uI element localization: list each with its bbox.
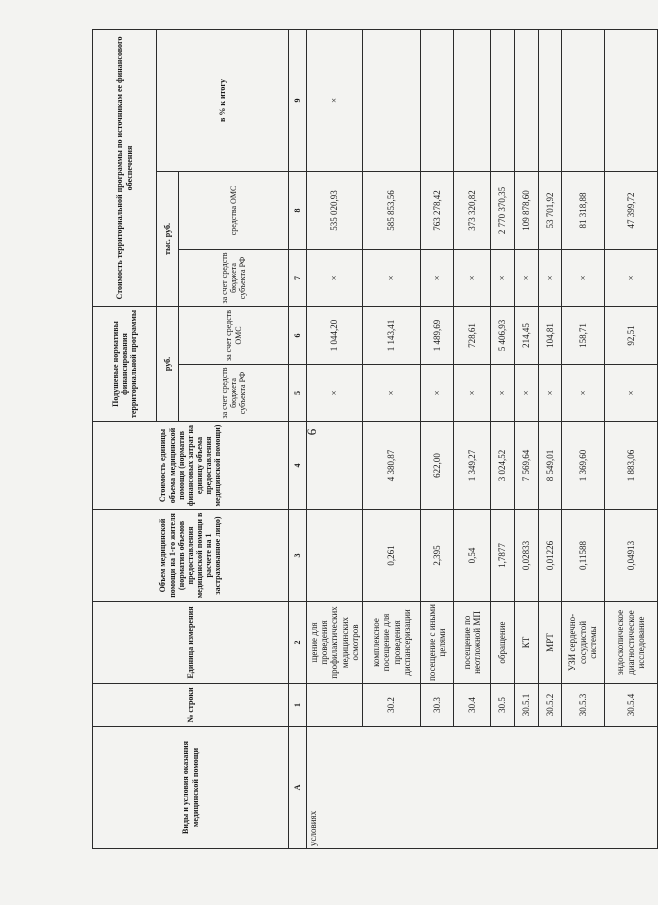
row-unit: эндоскопическое диагностическое исследование [605,602,658,684]
header-program-cost: Стоимость территориальной программы по источникам ее финансового обеспечения [93,29,157,306]
row-code: 30.5.4 [605,684,658,727]
row-cost-budget: × [562,250,605,307]
row-norm-oms: 1 489,69 [421,307,454,365]
row-code: 30.2 [363,684,421,727]
row-unit: УЗИ сердечно-сосудистой системы [562,602,605,684]
rotated-document [92,30,647,849]
header-per-capita-norms: Подушевые нормативы финансирования территориальной программы [93,307,157,422]
header-norm-oms: за счет средств ОМС [179,307,289,365]
row-norm-budget: × [307,365,363,422]
row-norm-oms: 1 044,20 [307,307,363,365]
index-cell: 7 [289,250,307,307]
row-norm-budget: × [605,365,658,422]
row-norm-budget: × [363,365,421,422]
row-cost-oms: 585 853,56 [363,172,421,250]
header-cost-unit: тыс. руб. [157,172,179,307]
row-cost: 7 569,64 [515,422,539,510]
page-number: 9 [304,428,320,436]
row-cost: 3 024,52 [491,422,515,510]
row-cost-oms: 47 399,72 [605,172,658,250]
row-percent [363,29,421,171]
table-row [307,29,363,848]
row-volume: 0,01226 [539,510,562,602]
row-code: 30.3 [421,684,454,727]
row-cost: 1 883,06 [605,422,658,510]
row-percent [562,29,605,171]
row-percent [515,29,539,171]
row-code: 30.4 [454,684,491,727]
row-unit: МРТ [539,602,562,684]
row-percent [605,29,658,171]
financing-table [92,29,658,849]
row-volume: 0,11588 [562,510,605,602]
row-norm-budget: × [421,365,454,422]
row-percent [454,29,491,171]
row-norm-oms: 158,71 [562,307,605,365]
row-unit: посещение по неотложной МП [454,602,491,684]
row-cost-oms: 53 701,92 [539,172,562,250]
row-cost-oms: 373 320,82 [454,172,491,250]
row-code: 30.5.2 [539,684,562,727]
row-unit: щение для проведения профилактических медицинских осмотров [307,602,363,684]
header-norm-unit: руб. [157,307,179,422]
header-unit: Единица измерения [93,602,289,684]
row-unit: обращение [491,602,515,684]
row-volume: 2,395 [421,510,454,602]
row-volume: 0,54 [454,510,491,602]
row-cost-budget: × [454,250,491,307]
table-row [539,29,562,848]
row-unit: комплексное посещение для проведения диспансеризации [363,602,421,684]
index-cell: 4 [289,422,307,510]
row-cost: 1 349,27 [454,422,491,510]
table-row [421,29,454,848]
row-volume [307,510,363,602]
row-cost: 8 549,01 [539,422,562,510]
index-cell: 6 [289,307,307,365]
row-norm-oms: 5 406,93 [491,307,515,365]
row-code: 30.5 [491,684,515,727]
row-percent [491,29,515,171]
row-cost-budget: × [605,250,658,307]
row-norm-budget: × [562,365,605,422]
table-row [515,29,539,848]
row-percent: × [307,29,363,171]
row-norm-oms: 1 143,41 [363,307,421,365]
row-norm-budget: × [491,365,515,422]
row-cost: 622,00 [421,422,454,510]
table-row [454,29,491,848]
index-cell: 9 [289,29,307,171]
row-code [307,684,363,727]
row-cost-budget: × [307,250,363,307]
row-norm-oms: 104,81 [539,307,562,365]
row-cost-oms: 535 020,93 [307,172,363,250]
row-percent [539,29,562,171]
index-cell: 1 [289,684,307,727]
row-norm-budget: × [539,365,562,422]
index-cell: 2 [289,602,307,684]
header-percent: в % к итогу [157,29,289,171]
row-norm-oms: 728,61 [454,307,491,365]
index-cell: 3 [289,510,307,602]
index-cell: 8 [289,172,307,250]
header-row-number: № строки [93,684,289,727]
row-unit: посещение с иными целями [421,602,454,684]
row-cost-oms: 763 278,42 [421,172,454,250]
row-volume: 0,04913 [605,510,658,602]
index-cell: 5 [289,365,307,422]
header-norm-budget: за счет средств бюджета субъекта РФ [179,365,289,422]
table-row [562,29,605,848]
row-cost-budget: × [363,250,421,307]
header-volume: Объем медицинской помощи на 1-го жителя (норматив объемов предоставления медицинской помощи в расчете на 1 застрахованное лицо) [93,510,289,602]
section-label: условиях [307,727,658,849]
row-cost-budget: × [421,250,454,307]
table-row [363,29,421,848]
index-cell: А [289,727,307,849]
row-cost-oms: 109 878,60 [515,172,539,250]
row-norm-budget: × [515,365,539,422]
table-row [491,29,515,848]
header-cost-oms: средства ОМС [179,172,289,250]
row-norm-oms: 92,51 [605,307,658,365]
row-cost-budget: × [515,250,539,307]
row-cost-oms: 81 318,88 [562,172,605,250]
header-types: Виды и условия оказания медицинской помощи [93,727,289,849]
header-unit-cost: Стоимость единицы объема медицинской помощи (норматив финансовых затрат на единицу объема предоставления медицинской помощи) [93,422,289,510]
row-cost-budget: × [539,250,562,307]
row-cost: 4 380,87 [363,422,421,510]
row-code: 30.5.1 [515,684,539,727]
row-percent [421,29,454,171]
table-row [605,29,658,848]
row-cost-oms: 2 770 370,35 [491,172,515,250]
header-cost-budget: за счет средств бюджета субъекта РФ [179,250,289,307]
row-code: 30.5.3 [562,684,605,727]
row-volume: 0,261 [363,510,421,602]
row-cost-budget: × [491,250,515,307]
column-index-row [289,29,307,848]
row-unit: КТ [515,602,539,684]
row-cost: 1 369,60 [562,422,605,510]
row-norm-oms: 214,45 [515,307,539,365]
row-volume: 0,02833 [515,510,539,602]
row-volume: 1,7877 [491,510,515,602]
row-norm-budget: × [454,365,491,422]
row-cost [307,422,363,510]
